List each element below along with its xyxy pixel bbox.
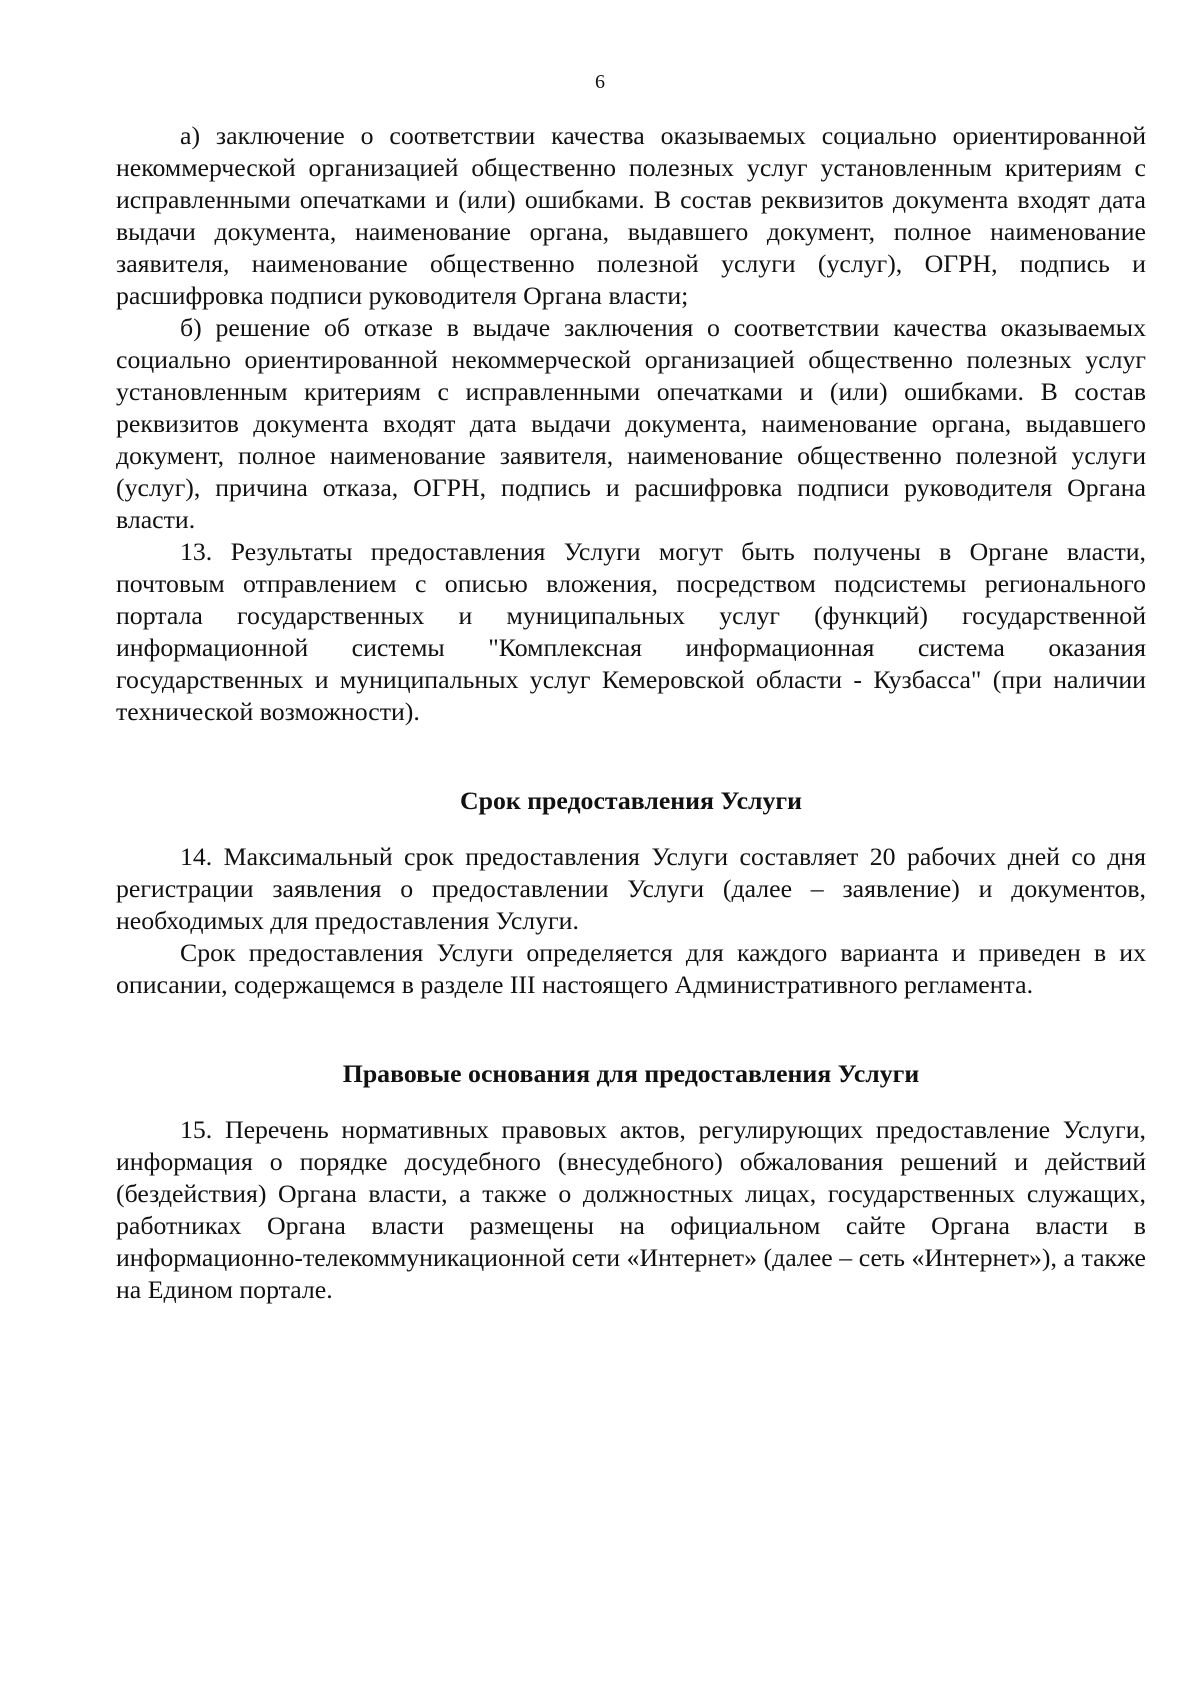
page-number: 6	[595, 71, 605, 93]
paragraph-14: 14. Максимальный срок предоставления Услуги составляет 20 рабочих дней со дня регистрации заявления о предоставлении Услуги (далее – заявление) и документов, необходимых для предоставления Услуги.	[116, 842, 1146, 935]
page-content	[116, 120, 1146, 1306]
section-legal-body	[116, 1114, 1146, 1306]
paragraph-term-variant: Срок предоставления Услуги определяется для каждого варианта и приведен в их описании, содержащемся в разделе III настоящего Административного регламента.	[116, 938, 1146, 999]
paragraph-item-b: б) решение об отказе в выдаче заключения о соответствии качества оказываемых социально ориентированной некоммерческой организацией общественно полезных услуг установленным критериям с исправленными опечатками и (или) ошибками. В состав реквизитов документа входят дата выдачи документа, наименование органа, выдавшего документ, полное наименование заявителя, наименование общественно полезной услуги (услуг), причина отказа, ОГРН, подпись и расшифровка подписи руководителя Органа власти.	[116, 313, 1146, 534]
paragraph-item-a: а) заключение о соответствии качества оказываемых социально ориентированной некоммерческой организацией общественно полезных услуг установленным критериям с исправленными опечатками и (или) ошибками. В состав реквизитов документа входят дата выдачи документа, наименование органа, выдавшего документ, полное наименование заявителя, наименование общественно полезной услуги (услуг), ОГРН, подпись и расшифровка подписи руководителя Органа власти;	[116, 121, 1146, 310]
paragraph-13: 13. Результаты предоставления Услуги могут быть получены в Органе власти, почтовым отправлением с описью вложения, посредством подсистемы регионального портала государственных и муниципальных услуг (функций) государственной информационной системы "Комплексная информационная система оказания государственных и муниципальных услуг Кемеровской области - Кузбасса" (при наличии технической возможности).	[116, 537, 1146, 726]
section-heading-legal: Правовые основания для предоставления Услуги	[342, 1059, 920, 1088]
section-heading-term: Срок предоставления Услуги	[460, 786, 802, 815]
section-term-body	[116, 841, 1146, 1001]
paragraph-15: 15. Перечень нормативных правовых актов, регулирующих предоставление Услуги, информация о порядке досудебного (внесудебного) обжалования решений и действий (бездействия) Органа власти, а также о должностных лицах, государственных служащих, работниках Органа власти размещены на официальном сайте Органа власти в информационно-телекоммуникационной сети «Интернет» (далее – сеть «Интернет»), а также на Едином портале.	[116, 1115, 1146, 1304]
